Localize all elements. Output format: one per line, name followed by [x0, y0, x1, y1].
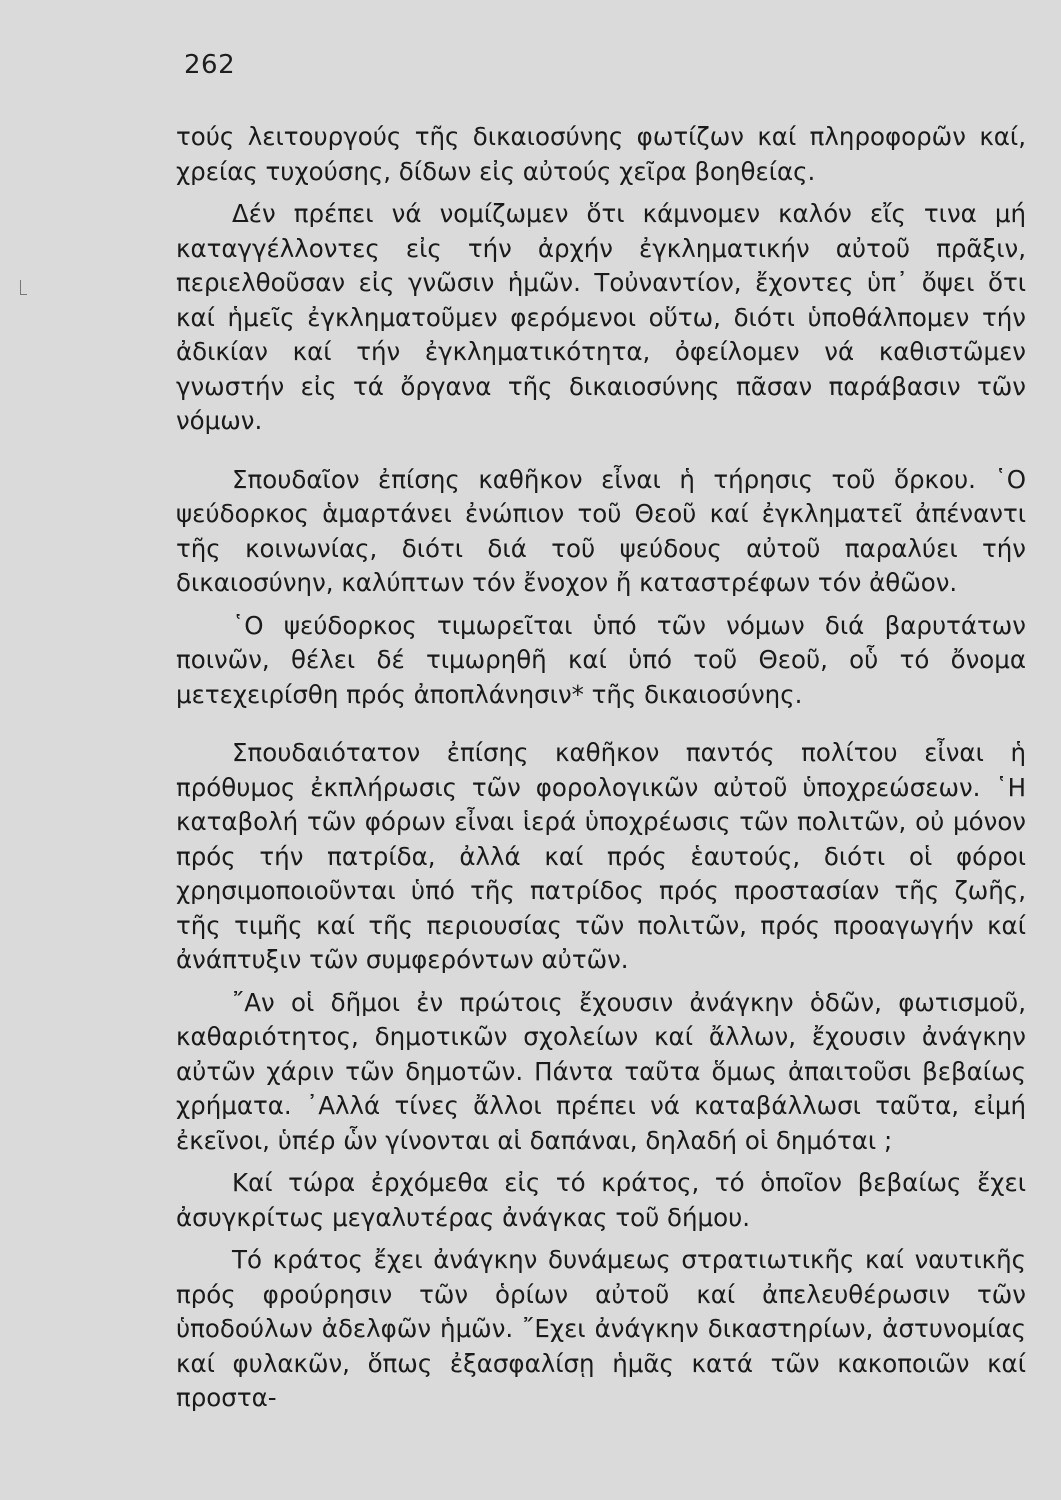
paragraph: ῾Ο ψεύδορκος τιμωρεῖται ὑπό τῶν νόμων διά βαρυτάτων ποινῶν, θέλει δέ τιμωρηθῆ καί ὑπό τοῦ Θεοῦ, οὗ τό ὄνομα μετεχειρίσθη πρός ἀποπλάνησιν* τῆς δικαιοσύνης. — [176, 610, 1026, 709]
paragraph: Δέν πρέπει νά νομίζωμεν ὅτι κάμνομεν καλόν εἴς τινα μή καταγγέλλοντες εἰς τήν ἀρχήν ἐγκληματικήν αὐτοῦ πρᾶξιν, περιελθοῦσαν εἰς γνῶσιν ἡμῶν. Τοὐναντίον, ἔχοντες ὑπ᾿ ὄψει ὅτι καί ἡμεῖς ἐγκληματοῦμεν φερόμενοι οὕτω, διότι ὑποθάλπομεν τήν ἀδικίαν καί τήν ἐγκληματικότητα, ὀφείλομεν νά καθιστῶμεν γνωστήν εἰς τά ὄργανα τῆς δικαιοσύνης πᾶσαν παράβασιν τῶν νόμων. — [176, 199, 1026, 435]
paragraph: Σπουδαῖον ἐπίσης καθῆκον εἶναι ἡ τήρησις τοῦ ὅρκου. ῾Ο ψεύδορκος ἁμαρτάνει ἐνώπιον τοῦ Θεοῦ καί ἐγκληματεῖ ἀπέναντι τῆς κοινωνίας, διότι διά τοῦ ψεύδους αὐτοῦ παραλύει τήν δικαιοσύνην, καλύπτων τόν ἔνοχον ἤ καταστρέφων τόν ἀθῶον. — [176, 464, 1026, 597]
paragraph: τούς λειτουργούς τῆς δικαιοσύνης φωτίζων καί πληροφορῶν καί, χρείας τυχούσης, δίδων εἰς αὐτούς χεῖρα βοηθείας. — [176, 122, 1026, 186]
paragraph: Καί τώρα ἐρχόμεθα εἰς τό κράτος, τό ὁποῖον βεβαίως ἔχει ἀσυγκρίτως μεγαλυτέρας ἀνάγκας τοῦ δήμου. — [176, 1168, 1026, 1232]
paragraph: Σπουδαιότατον ἐπίσης καθῆκον παντός πολίτου εἶναι ἡ πρόθυμος ἐκπλήρωσις τῶν φορολογικῶν αὐτοῦ ὑποχρεώσεων. ῾Η καταβολή τῶν φόρων εἶναι ἱερά ὑποχρέωσις τῶν πολιτῶν, οὐ μόνον πρός τήν πατρίδα, ἀλλά καί πρός ἑαυτούς, διότι οἱ φόροι χρησιμοποιοῦνται ὑπό τῆς πατρίδος πρός προστασίαν τῆς ζωῆς, τῆς τιμῆς καί τῆς περιουσίας τῶν πολιτῶν, πρός προαγωγήν καί ἀνάπτυξιν τῶν συμφερόντων αὐτῶν. — [176, 738, 1026, 974]
paragraph: ῎Αν οἱ δῆμοι ἐν πρώτοις ἔχουσιν ἀνάγκην ὁδῶν, φωτισμοῦ, καθαριότητος, δημοτικῶν σχολείων καί ἄλλων, ἔχουσιν ἀνάγκην αὐτῶν χάριν τῶν δημοτῶν. Πάντα ταῦτα ὅμως ἀπαιτοῦσι βεβαίως χρήματα. ᾿Αλλά τίνες ἄλλοι πρέπει νά καταβάλλωσι ταῦτα, εἰμή ἐκεῖνοι, ὑπέρ ὧν γίνονται αἱ δαπάναι, δηλαδή οἱ δημόται ; — [176, 987, 1026, 1155]
page-number: 262 — [184, 50, 236, 80]
margin-mark — [20, 280, 27, 295]
body-text — [176, 120, 1026, 1424]
paragraph: Τό κράτος ἔχει ἀνάγκην δυνάμεως στρατιωτικῆς καί ναυτικῆς πρός φρούρησιν τῶν ὁρίων αὐτοῦ καί ἀπελευθέρωσιν τῶν ὑποδούλων ἀδελφῶν ἡμῶν. ῎Εχει ἀνάγκην δικαστηρίων, ἀστυνομίας καί φυλακῶν, ὅπως ἐξασφαλίσῃ ἡμᾶς κατά τῶν κακοποιῶν καί προστα- — [176, 1245, 1026, 1412]
